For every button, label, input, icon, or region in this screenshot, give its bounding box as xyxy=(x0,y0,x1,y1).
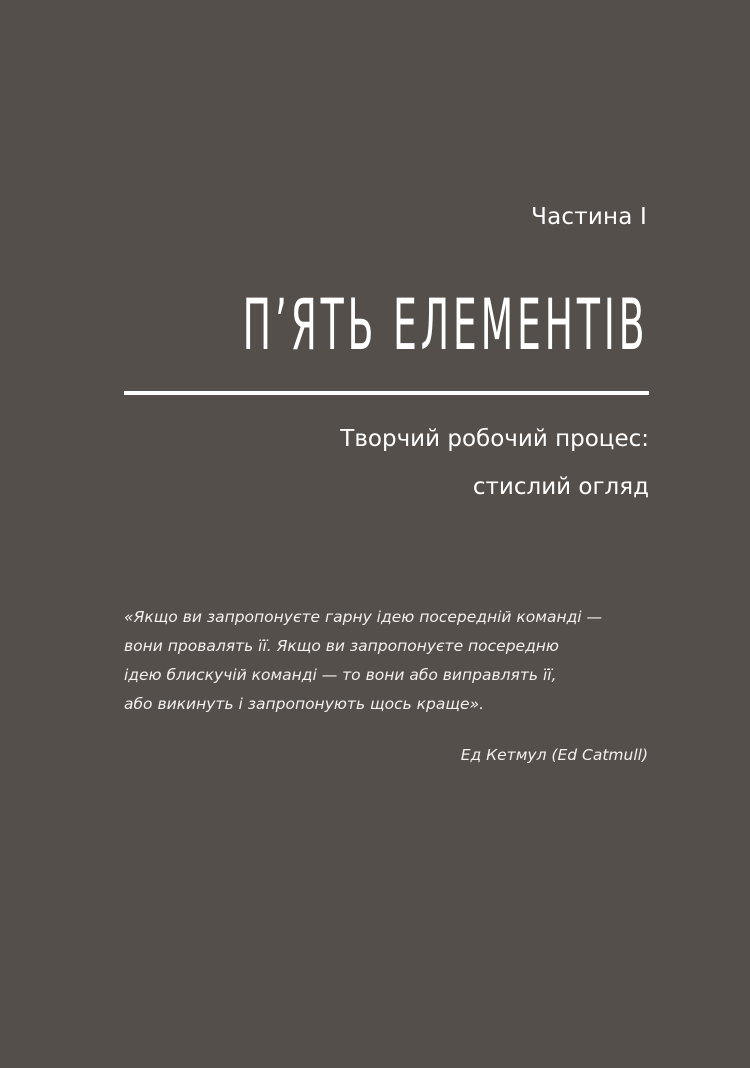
subtitle-line-1: Творчий робочий процес: xyxy=(340,426,649,452)
epigraph-attribution: Ед Кетмул (Ed Catmull) xyxy=(460,746,648,764)
title-divider xyxy=(124,391,649,395)
epigraph-line-4: або викинуть і запропонують щось краще». xyxy=(124,695,484,713)
epigraph-line-1: «Якщо ви запропонуєте гарну ідею посередній команді — xyxy=(124,608,603,626)
subtitle-line-2: стислий огляд xyxy=(472,474,649,500)
part-label: Частина І xyxy=(531,204,647,230)
chapter-title: П’ЯТЬ ЕЛЕМЕНТІВ xyxy=(242,284,648,366)
epigraph-line-3: ідею блискучій команді — то вони або виправлять її, xyxy=(124,666,557,684)
epigraph-line-2: вони провалять її. Якщо ви запропонуєте посередню xyxy=(124,637,559,655)
chapter-subtitle xyxy=(340,415,649,511)
epigraph-quote xyxy=(124,603,644,719)
